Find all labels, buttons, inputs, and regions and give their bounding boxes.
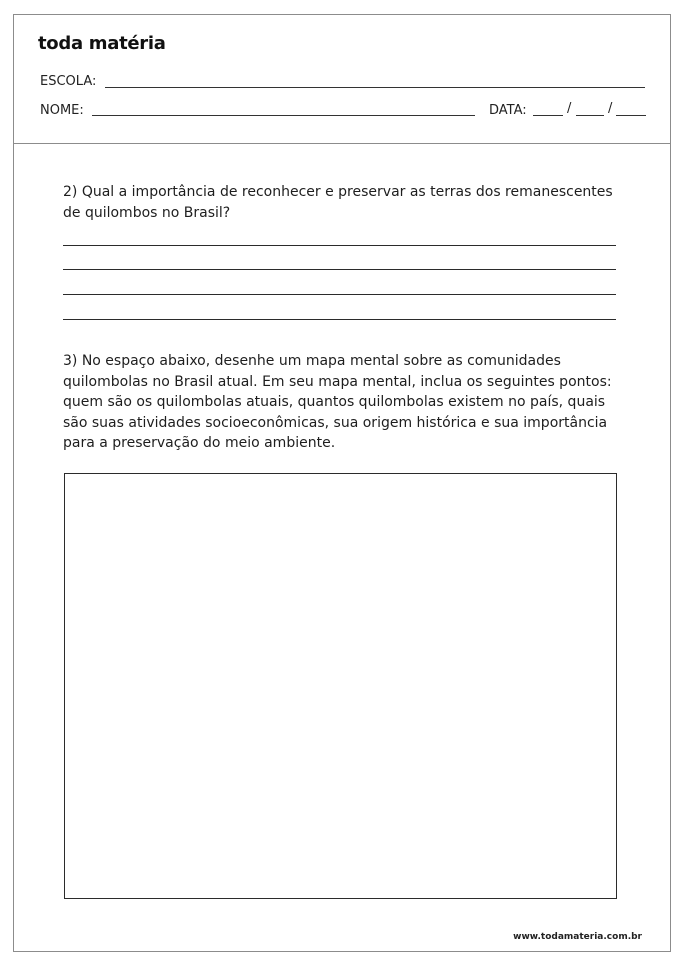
date-month-line[interactable] — [576, 115, 604, 116]
date-separator: / — [567, 101, 572, 116]
date-year-line[interactable] — [616, 115, 646, 116]
date-label: DATA: — [489, 103, 527, 118]
date-day-line[interactable] — [533, 115, 563, 116]
answer-line[interactable] — [63, 294, 616, 295]
footer-url: www.todamateria.com.br — [513, 932, 642, 942]
answer-line[interactable] — [63, 319, 616, 320]
school-label: ESCOLA: — [40, 74, 97, 89]
header-divider — [13, 143, 671, 144]
question-2-text: 2) Qual a importância de reconhecer e preservar as terras dos remanescentes de quilombos no Brasil? — [63, 184, 613, 221]
answer-line[interactable] — [63, 269, 616, 270]
date-separator: / — [608, 101, 613, 116]
name-field-line[interactable] — [92, 115, 475, 116]
question-3-text: 3) No espaço abaixo, desenhe um mapa mental sobre as comunidades quilombolas no Brasil atual. Em seu mapa mental, inclua os seguintes pontos: quem são os quilombolas atuais, quantos quilombolas existem no país, quais são suas atividades socioeconômicas, sua origem histórica e sua importância para a preservação do meio ambiente. — [63, 353, 612, 451]
brand-logo: toda matéria — [38, 33, 166, 54]
answer-line[interactable] — [63, 245, 616, 246]
school-field-line[interactable] — [105, 87, 645, 88]
name-label: NOME: — [40, 103, 84, 118]
mind-map-drawing-area[interactable] — [64, 473, 617, 899]
